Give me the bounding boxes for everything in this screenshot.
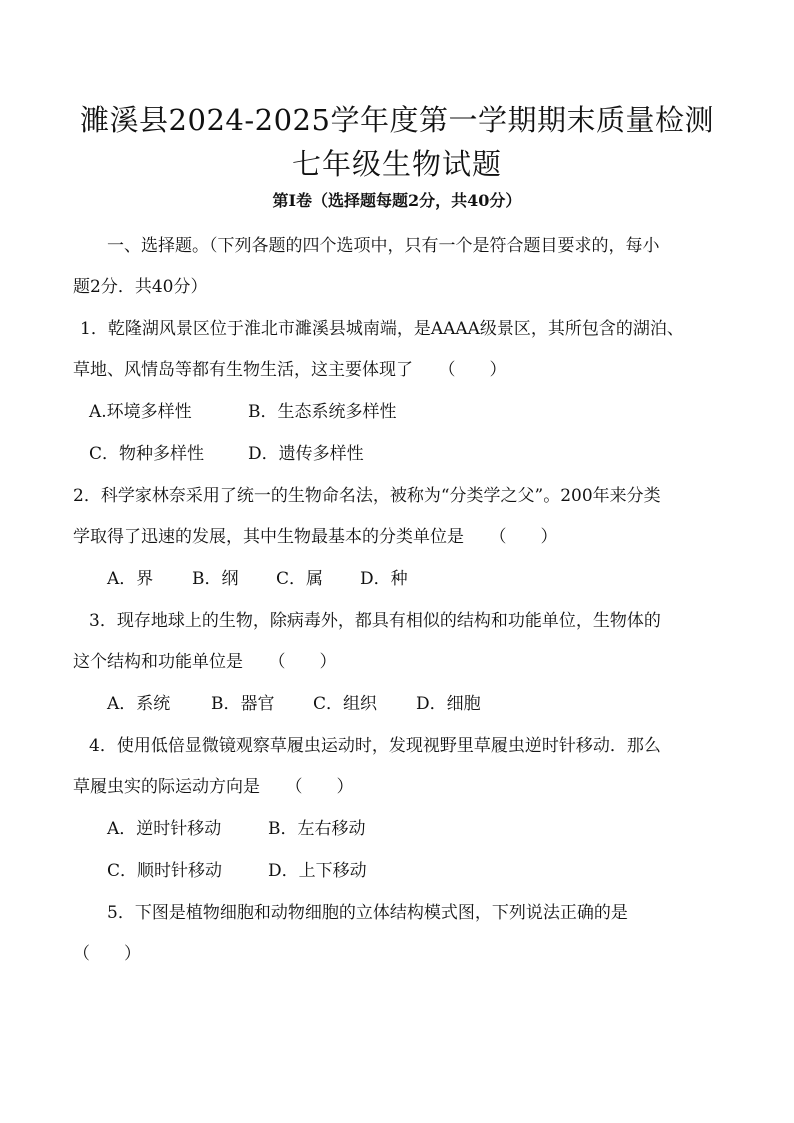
question-4-line-2: 草履虫实的际运动方向是 （ ） <box>73 777 354 797</box>
question-1-option-a: A.环境多样性 <box>89 402 192 422</box>
question-5-line-1: 5．下图是植物细胞和动物细胞的立体结构模式图，下列说法正确的是 <box>107 903 628 923</box>
section-heading: 第Ⅰ卷（选择题每题2分，共40分） <box>272 191 522 210</box>
question-4-line-1: 4．使用低倍显微镜观察草履虫运动时，发现视野里草履虫逆时针移动．那么 <box>89 736 661 756</box>
question-1-option-c: C．物种多样性 <box>89 444 205 464</box>
question-3-line-1: 3．现存地球上的生物，除病毒外，都具有相似的结构和功能单位，生物体的 <box>89 611 661 631</box>
question-1-option-b: B．生态系统多样性 <box>248 402 397 422</box>
instructions-line-2: 题2分．共40分） <box>73 277 208 297</box>
question-3-line-2: 这个结构和功能单位是 （ ） <box>73 652 337 672</box>
question-3-option-b: B．器官 <box>211 694 275 714</box>
question-4-option-d: D．上下移动 <box>268 861 367 881</box>
exam-title: 濉溪县2024-2025学年度第一学期期末质量检测 <box>80 103 714 137</box>
question-2-option-b: B．纲 <box>192 569 239 589</box>
instructions-line-1: 一、选择题。（下列各题的四个选项中，只有一个是符合题目要求的，每小 <box>107 236 660 256</box>
question-3-option-d: D．细胞 <box>416 694 481 714</box>
question-2-option-d: D．种 <box>360 569 408 589</box>
question-1-line-2: 草地、风情岛等都有生物生活，这主要体现了 （ ） <box>73 360 507 380</box>
question-3-option-a: A．系统 <box>107 694 171 714</box>
question-2-option-c: C．属 <box>276 569 324 589</box>
question-4-option-b: B．左右移动 <box>268 819 366 839</box>
question-2-option-a: A．界 <box>107 569 154 589</box>
question-1-option-d: D．遗传多样性 <box>248 444 364 464</box>
exam-subtitle: 七年级生物试题 <box>291 147 502 181</box>
question-1-line-1: 1．乾隆湖风景区位于淮北市濉溪县城南端，是AAAA级景区，其所包含的湖泊、 <box>80 319 684 339</box>
question-2-line-2: 学取得了迅速的发展，其中生物最基本的分类单位是 （ ） <box>73 527 558 547</box>
question-3-option-c: C．组织 <box>313 694 378 714</box>
question-4-option-c: C．顺时针移动 <box>107 861 223 881</box>
question-4-option-a: A．逆时针移动 <box>107 819 222 839</box>
question-5-line-2: （ ） <box>73 944 141 964</box>
question-2-line-1: 2．科学家林奈采用了统一的生物命名法，被称为“分类学之父”。200年来分类 <box>73 486 661 506</box>
